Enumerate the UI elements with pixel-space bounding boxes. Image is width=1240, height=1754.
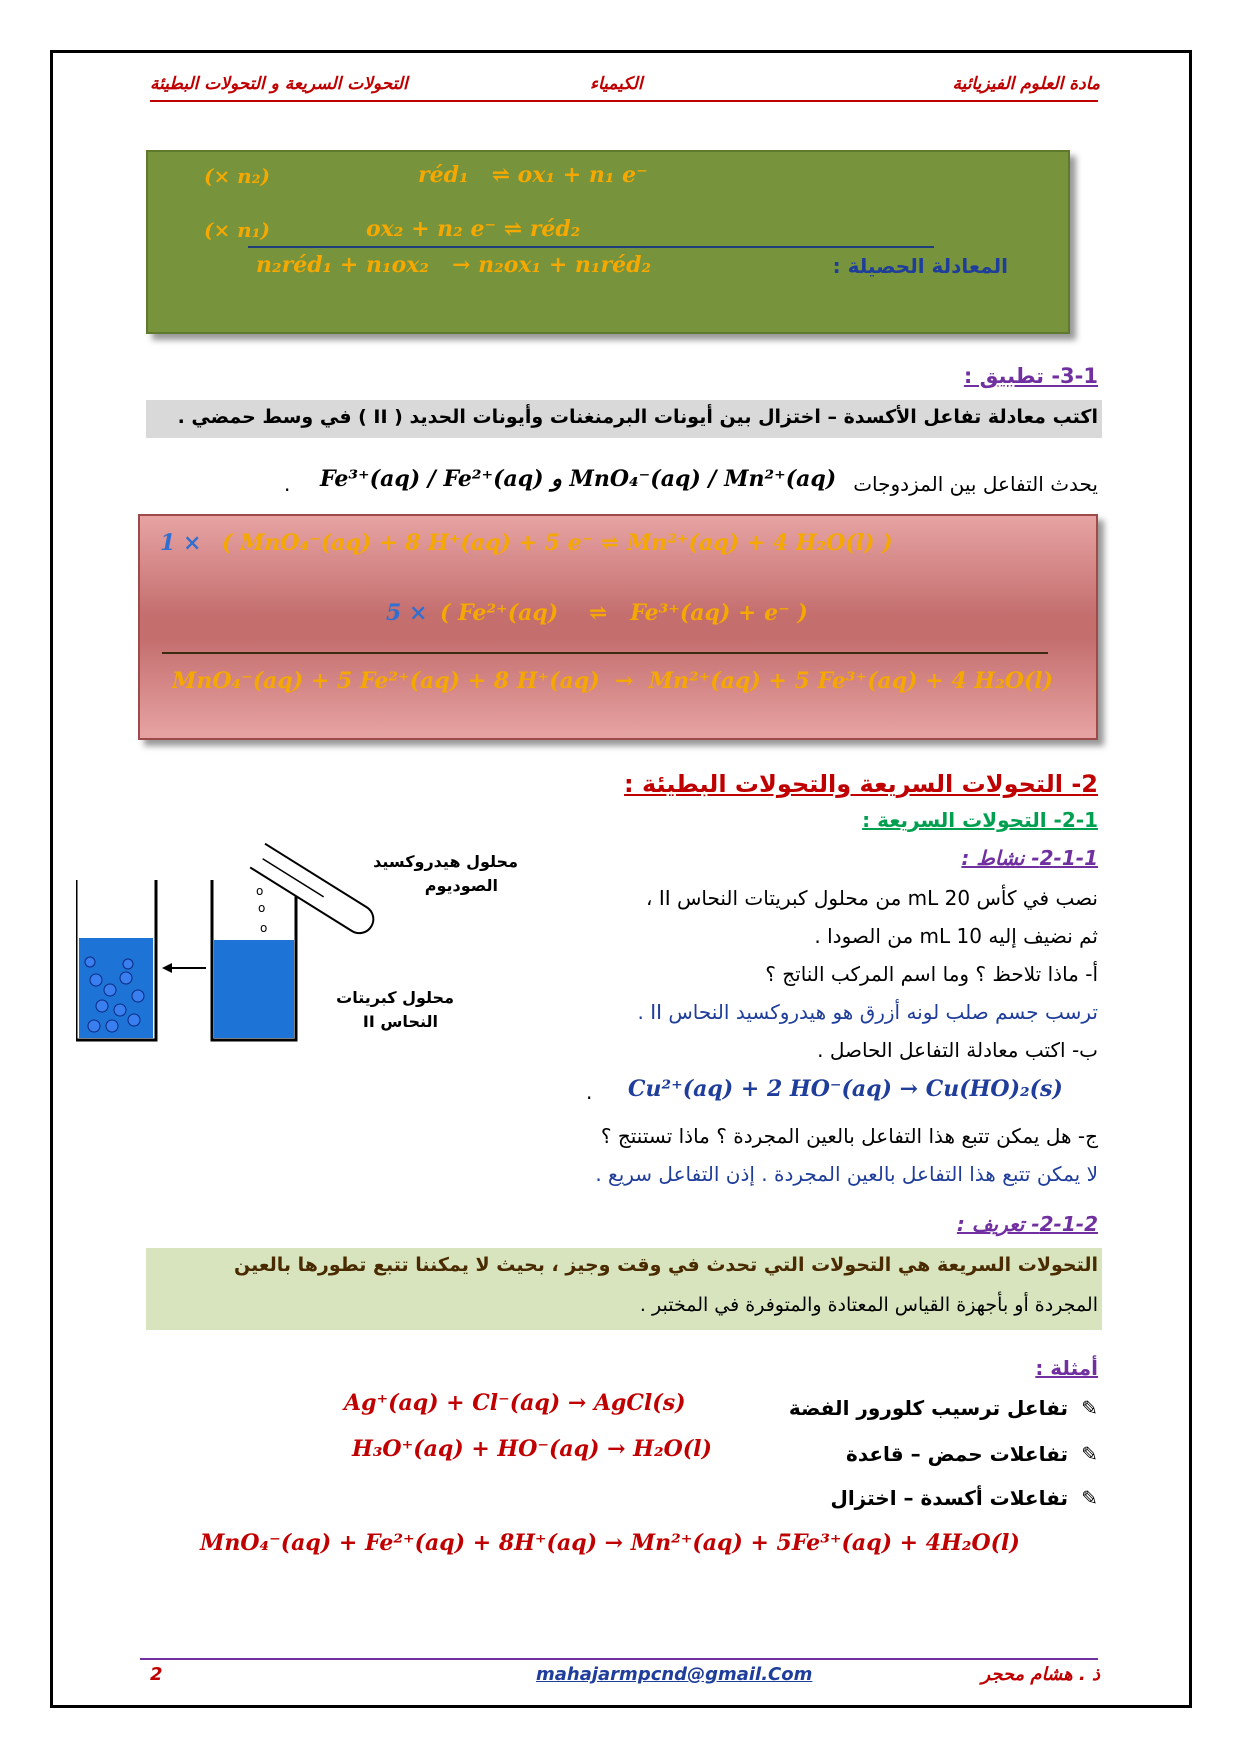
footer-email[interactable]: mahajarmpcnd@gmail.Com	[536, 1664, 813, 1685]
couples-end: .	[284, 472, 291, 496]
equation-b-end: .	[586, 1080, 593, 1104]
eq1-equation: ( MnO₄⁻(aq) + 8 H⁺(aq) + 5 e⁻ ⇌ Mn²⁺(aq) + 4 H₂O(l) )	[222, 530, 893, 556]
equation-b: Cu²⁺(aq) + 2 HO⁻(aq) → Cu(HO)₂(s)	[628, 1076, 1063, 1102]
application-task: اكتب معادلة تفاعل الأكسدة – اختزال بين أيونات البرمنغنات وأيونات الحديد ( II ) في وسط حمضي .	[177, 406, 1098, 428]
test-tube	[250, 844, 378, 939]
couples-formula: Fe³⁺(aq) / Fe²⁺(aq) و MnO₄⁻(aq) / Mn²⁺(aq)	[320, 466, 837, 492]
question-b: ب- اكتب معادلة التفاعل الحاصل .	[817, 1038, 1098, 1062]
question-c: ج- هل يمكن تتبع هذا التفاعل بالعين المجردة ؟ ماذا تستنتج ؟	[600, 1124, 1098, 1148]
overall-equation: n₂réd₁ + n₁ox₂ → n₂ox₁ + n₁réd₂	[256, 252, 652, 278]
footer-author: ذ . هشام محجر	[981, 1664, 1100, 1685]
answer-c: لا يمكن تتبع هذا التفاعل بالعين المجردة . إذن التفاعل سريع .	[595, 1162, 1098, 1186]
example3-label: تفاعلات أكسدة – اختزال	[830, 1486, 1068, 1510]
eq1-factor: 1 ×	[160, 530, 202, 556]
pencil-icon: ✎	[1081, 1486, 1098, 1510]
half1-equation: réd₁ ⇌ ox₁ + n₁ e⁻	[418, 162, 648, 188]
experiment-diagram	[76, 840, 516, 1050]
question-a: أ- ماذا تلاحظ ؟ وما اسم المركب الناتج ؟	[765, 962, 1098, 986]
drop-1: o	[256, 884, 264, 898]
naoh-label-1: محلول هيدروكسيد	[373, 852, 518, 871]
cuso4-liquid	[214, 940, 294, 1038]
cuso4-label-1: محلول كبريتات	[336, 988, 454, 1007]
drop-3: o	[260, 921, 268, 935]
redox-overall-equation: MnO₄⁻(aq) + 5 Fe²⁺(aq) + 8 H⁺(aq) → Mn²⁺(aq) + 5 Fe³⁺(aq) + 4 H₂O(l)	[172, 668, 1054, 694]
experiment-drawing	[76, 840, 516, 1050]
section2-sub1: 2-1- التحولات السريعة :	[862, 808, 1098, 832]
application-title: 3-1- تطبيق :	[963, 364, 1098, 388]
half2-factor: (× n₁)	[204, 218, 270, 242]
definition-line2: المجردة أو بأجهزة القياس المعتادة والمتوفرة في المختبر .	[639, 1294, 1098, 1316]
couples-text: يحدث التفاعل بين المزدوجات	[853, 472, 1098, 496]
eq2-factor: 5 ×	[386, 600, 428, 626]
activity-p1: نصب في كأس 20 mL من محلول كبريتات النحاس II ،	[646, 886, 1098, 910]
arrow-head	[162, 963, 172, 973]
redox-equation-box	[138, 514, 1098, 740]
pencil-icon: ✎	[1081, 1442, 1098, 1466]
naoh-label-2: الصوديوم	[424, 876, 498, 895]
example2-label: تفاعلات حمض – قاعدة	[846, 1442, 1068, 1466]
header-divider	[150, 100, 1098, 102]
header-lesson: التحولات السريعة و التحولات البطيئة	[150, 74, 408, 94]
header-subject: مادة العلوم الفيزيائية	[952, 74, 1100, 94]
sum-line	[248, 246, 934, 248]
header-unit: الكيمياء	[590, 74, 643, 94]
example1-label: تفاعل ترسيب كلورور الفضة	[788, 1396, 1068, 1420]
definition-line1: التحولات السريعة هي التحولات التي تحدث في وقت وجيز ، بحيث لا يمكننا تتبع تطورها بالعين	[234, 1254, 1098, 1276]
example2-equation: H₃O⁺(aq) + HO⁻(aq) → H₂O(l)	[352, 1436, 712, 1462]
half1-factor: (× n₂)	[204, 164, 270, 188]
activity-p2: ثم نضيف إليه 10 mL من الصودا .	[814, 924, 1098, 948]
footer-divider	[140, 1658, 1098, 1660]
pencil-icon: ✎	[1081, 1396, 1098, 1420]
half2-equation: ox₂ + n₂ e⁻ ⇌ réd₂	[366, 216, 581, 242]
example1-equation: Ag⁺(aq) + Cl⁻(aq) → AgCl(s)	[344, 1390, 686, 1416]
activity-title: 2-1-1- نشاط :	[961, 846, 1098, 870]
general-equation-box	[146, 150, 1070, 334]
examples-title: أمثلة :	[1035, 1356, 1098, 1380]
drop-2: o	[258, 901, 266, 915]
overall-label: المعادلة الحصيلة :	[832, 254, 1008, 278]
footer-page-number: 2	[150, 1664, 163, 1685]
eq2-equation: ( Fe²⁺(aq) ⇌ Fe³⁺(aq) + e⁻ )	[440, 600, 808, 626]
cuso4-label-2: النحاس II	[362, 1012, 438, 1031]
example3-equation: MnO₄⁻(aq) + Fe²⁺(aq) + 8H⁺(aq) → Mn²⁺(aq) + 5Fe³⁺(aq) + 4H₂O(l)	[200, 1530, 1020, 1556]
answer-a: ترسب جسم صلب لونه أزرق هو هيدروكسيد النحاس II .	[637, 1000, 1098, 1024]
section2-title: 2- التحولات السريعة والتحولات البطيئة :	[624, 770, 1098, 798]
red-sum-line	[162, 652, 1048, 654]
definition-title: 2-1-2- تعريف :	[956, 1212, 1098, 1236]
